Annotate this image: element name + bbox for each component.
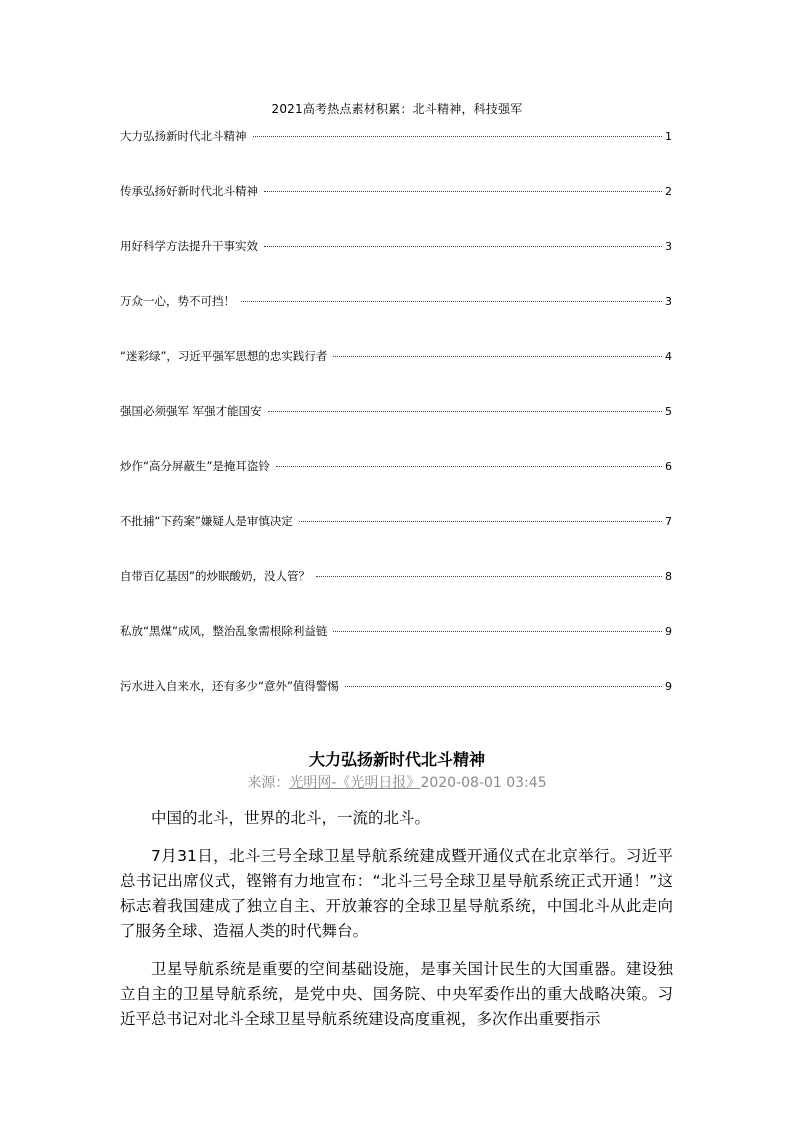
toc-entry-label: 私放“黑煤”成风，整治乱象需根除利益链 — [120, 624, 328, 638]
toc-entry-label: 万众一心，势不可挡！ — [120, 294, 235, 308]
toc-entry-page-number: 9 — [665, 680, 672, 693]
article-date: 2020-08-01 03:45 — [420, 775, 547, 791]
toc-dot-leader — [264, 246, 662, 247]
toc-entry[interactable] — [120, 678, 672, 733]
toc-entry-page-number: 9 — [665, 625, 672, 638]
toc-dot-leader — [276, 466, 662, 467]
article-paragraph: 卫星导航系统是重要的空间基础设施，是事关国计民生的大国重器。建设独立自主的卫星导航系统，是党中央、国务院、中央军委作出的重大战略决策。习近平总书记对北斗全球卫星导航系统建设高度重视，多次作出重要指示 — [120, 960, 673, 1028]
toc-entry-page-number: 3 — [665, 240, 672, 253]
toc-entry-page-number: 1 — [665, 130, 672, 143]
toc-entry-page-number: 7 — [665, 515, 672, 528]
toc-entry-label: “迷彩绿”，习近平强军思想的忠实践行者 — [120, 349, 328, 363]
toc-entry[interactable] — [120, 513, 672, 568]
toc-dot-leader — [253, 136, 663, 137]
toc-entry-page-number: 3 — [665, 295, 672, 308]
toc-entry-label: 大力弘扬新时代北斗精神 — [120, 129, 247, 143]
toc-entry[interactable] — [120, 458, 672, 513]
toc-entry-page-number: 5 — [665, 405, 672, 418]
toc-entry[interactable] — [120, 128, 672, 183]
toc-entry[interactable] — [120, 238, 672, 293]
article-title: 大力弘扬新时代北斗精神 — [308, 750, 485, 769]
table-of-contents — [120, 128, 672, 733]
toc-entry-page-number: 2 — [665, 185, 672, 198]
toc-entry-page-number: 4 — [665, 350, 672, 363]
toc-entry-label: 不批捕“下药案”嫌疑人是审慎决定 — [120, 514, 293, 528]
toc-dot-leader — [241, 301, 662, 302]
toc-entry-label: 用好科学方法提升干事实效 — [120, 239, 258, 253]
source-prefix: 来源： — [247, 775, 290, 791]
toc-entry-label: 强国必须强军 军强才能国安 — [120, 404, 262, 418]
toc-dot-leader — [345, 686, 662, 687]
toc-dot-leader — [333, 631, 662, 632]
toc-dot-leader — [316, 576, 662, 577]
article-paragraph: 中国的北斗，世界的北斗，一流的北斗。 — [151, 809, 431, 827]
article-source-line — [0, 772, 794, 792]
toc-entry-label: 污水进入自来水，还有多少“意外”值得警惕 — [120, 679, 339, 693]
toc-dot-leader — [264, 191, 662, 192]
toc-entry[interactable] — [120, 348, 672, 403]
toc-entry[interactable] — [120, 623, 672, 678]
article-body — [120, 806, 673, 1045]
source-link[interactable]: 光明网-《光明日报》 — [289, 775, 421, 791]
toc-dot-leader — [333, 356, 662, 357]
toc-entry-label: 炒作“高分屏蔽生”是掩耳盗铃 — [120, 459, 270, 473]
toc-dot-leader — [268, 411, 662, 412]
toc-entry[interactable] — [120, 568, 672, 623]
toc-entry-label: 自带百亿基因”的炒眠酸奶，没人管？ — [120, 569, 310, 583]
toc-entry-page-number: 6 — [665, 460, 672, 473]
toc-dot-leader — [299, 521, 662, 522]
toc-entry-page-number: 8 — [665, 570, 672, 583]
document-title: 2021高考热点素材积累：北斗精神，科技强军 — [271, 102, 523, 116]
toc-entry-label: 传承弘扬好新时代北斗精神 — [120, 184, 258, 198]
toc-entry[interactable] — [120, 183, 672, 238]
article-paragraph: 7月31日，北斗三号全球卫星导航系统建成暨开通仪式在北京举行。习近平总书记出席仪式，铿锵有力地宣布：“北斗三号全球卫星导航系统正式开通！”这标志着我国建成了独立自主、开放兼容的全球卫星导航系统，中国北斗从此走向了服务全球、造福人类的时代舞台。 — [120, 847, 673, 940]
toc-entry[interactable] — [120, 403, 672, 458]
toc-entry[interactable] — [120, 293, 672, 348]
